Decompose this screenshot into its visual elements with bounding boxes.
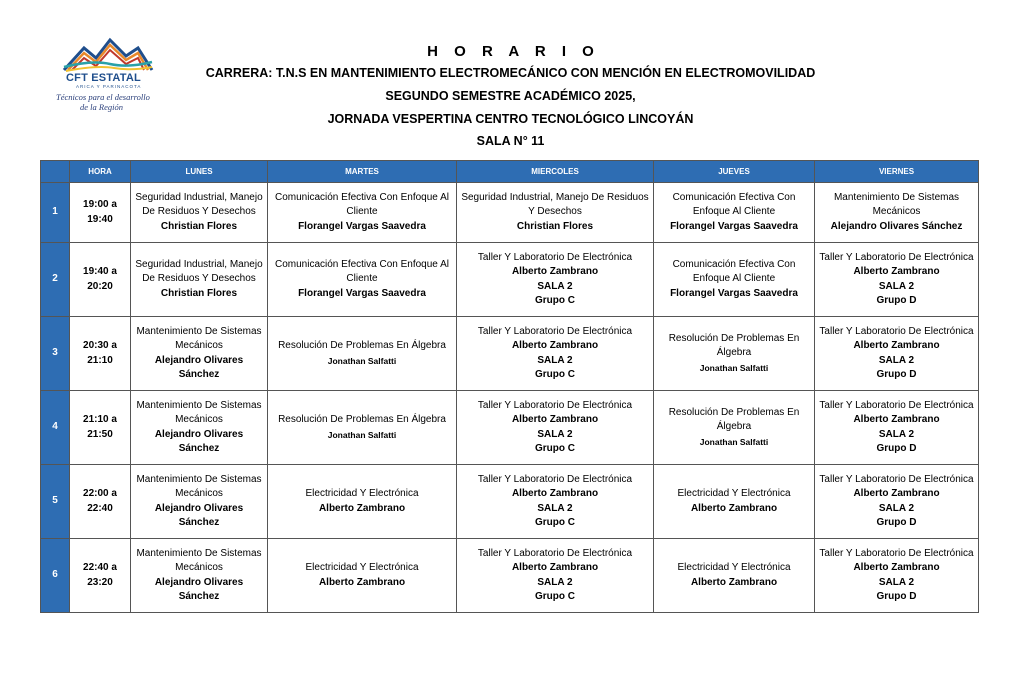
schedule-cell-jueves xyxy=(654,243,815,317)
period-number: 5 xyxy=(41,465,70,539)
subject-name: Taller Y Laboratorio De Electrónica xyxy=(477,251,633,263)
subject-name: Electricidad Y Electrónica xyxy=(677,488,791,499)
period-number: 4 xyxy=(41,391,70,465)
schedule-cell-miercoles xyxy=(457,317,654,391)
teacher-name: Alberto Zambrano xyxy=(690,502,778,514)
logo-tagline-2: de la Región xyxy=(80,102,123,112)
schedule-cell-jueves xyxy=(654,317,815,391)
group-label: Grupo D xyxy=(876,517,917,528)
subject-name: Taller Y Laboratorio De Electrónica xyxy=(477,399,633,411)
teacher-name: Alberto Zambrano xyxy=(853,562,940,573)
subject-name: Taller Y Laboratorio De Electrónica xyxy=(819,473,974,485)
schedule-cell-jueves xyxy=(654,183,815,243)
time-start: 19:00 a xyxy=(83,199,117,210)
schedule-cell-jueves xyxy=(654,391,815,465)
column-header-hora: HORA xyxy=(70,161,131,183)
shift-line: JORNADA VESPERTINA CENTRO TECNOLÓGICO LINCOYÁN xyxy=(327,112,694,126)
subject-name: Mantenimiento De Sistemas Mecánicos xyxy=(136,399,262,425)
schedule-table xyxy=(40,160,979,613)
subject-name: Resolución De Problemas En Álgebra xyxy=(278,340,446,351)
schedule-cell-miercoles xyxy=(457,243,654,317)
time-start: 21:10 a xyxy=(83,414,117,425)
subject-name: Comunicación Efectiva Con Enfoque Al Cliente xyxy=(672,191,796,218)
subject-name: Mantenimiento De Sistemas Mecánicos xyxy=(833,191,960,218)
time-end: 23:20 xyxy=(87,576,113,588)
subject-name: Taller Y Laboratorio De Electrónica xyxy=(819,399,974,411)
subject-name: Seguridad Industrial, Manejo De Residuos Y Desechos xyxy=(135,258,263,285)
subject-name: Resolución De Problemas En Álgebra xyxy=(278,414,446,425)
room-label: SALA 2 xyxy=(878,428,915,440)
room-line: SALA N° 11 xyxy=(476,134,545,148)
room-label: SALA 2 xyxy=(537,428,573,440)
column-header-lunes: LUNES xyxy=(131,161,268,183)
schedule-cell-martes xyxy=(268,391,457,465)
group-label: Grupo C xyxy=(535,443,575,454)
teacher-name: Alberto Zambrano xyxy=(511,488,599,499)
schedule-cell-lunes xyxy=(131,183,268,243)
room-label: SALA 2 xyxy=(878,576,915,588)
column-header-martes: MARTES xyxy=(268,161,457,183)
schedule-cell-martes xyxy=(268,183,457,243)
subject-name: Electricidad Y Electrónica xyxy=(305,562,419,573)
time-start: 22:40 a xyxy=(83,562,117,573)
table-row xyxy=(41,183,979,243)
subject-name: Seguridad Industrial, Manejo De Residuos Y Desechos xyxy=(461,191,649,218)
teacher-name: Alberto Zambrano xyxy=(511,340,599,351)
schedule-cell-viernes xyxy=(815,317,979,391)
room-label: SALA 2 xyxy=(878,354,915,366)
subject-name: Comunicación Efectiva Con Enfoque Al Cliente xyxy=(275,191,449,218)
teacher-name: Christian Flores xyxy=(516,220,594,232)
subject-name: Taller Y Laboratorio De Electrónica xyxy=(477,547,633,559)
schedule-cell-lunes xyxy=(131,465,268,539)
time-end: 19:40 xyxy=(87,213,113,225)
teacher-name: Christian Flores xyxy=(160,287,238,299)
page-title: H O R A R I O xyxy=(427,43,600,60)
career-line: CARRERA: T.N.S EN MANTENIMIENTO ELECTROMECÁNICO CON MENCIÓN EN ELECTROMOVILIDAD xyxy=(205,66,816,80)
schedule-cell-martes xyxy=(268,539,457,613)
teacher-name: Florangel Vargas Saavedra xyxy=(298,287,426,299)
schedule-cell-miercoles xyxy=(457,465,654,539)
schedule-cell-viernes xyxy=(815,243,979,317)
schedule-cell-miercoles xyxy=(457,183,654,243)
period-time xyxy=(70,465,131,539)
group-label: Grupo D xyxy=(876,443,917,454)
room-label: SALA 2 xyxy=(537,576,573,588)
room-label: SALA 2 xyxy=(878,502,915,514)
room-label: SALA 2 xyxy=(537,354,573,366)
teacher-name: Alberto Zambrano xyxy=(853,340,940,351)
group-label: Grupo D xyxy=(876,369,917,380)
teacher-name: Christian Flores xyxy=(160,220,238,232)
teacher-name: Alejandro Olivares Sánchez xyxy=(154,428,244,454)
schedule-cell-viernes xyxy=(815,539,979,613)
teacher-name: Alejandro Olivares Sánchez xyxy=(154,502,244,528)
period-time xyxy=(70,391,131,465)
teacher-name: Alberto Zambrano xyxy=(511,562,599,573)
time-start: 19:40 a xyxy=(83,266,117,277)
subject-name: Comunicación Efectiva Con Enfoque Al Cliente xyxy=(275,258,449,285)
table-row xyxy=(41,243,979,317)
teacher-name: Florangel Vargas Saavedra xyxy=(298,220,426,232)
teacher-name: Alejandro Olivares Sánchez xyxy=(154,354,244,380)
subject-name: Resolución De Problemas En Álgebra xyxy=(668,406,800,433)
subject-name: Taller Y Laboratorio De Electrónica xyxy=(819,547,974,559)
period-number: 6 xyxy=(41,539,70,613)
schedule-cell-lunes xyxy=(131,391,268,465)
subject-name: Mantenimiento De Sistemas Mecánicos xyxy=(136,473,262,499)
logo-brand: CFT ESTATAL xyxy=(66,72,141,84)
logo-tagline-1: Técnicos para el desarrollo xyxy=(56,92,150,102)
teacher-name: Alberto Zambrano xyxy=(511,266,599,277)
group-label: Grupo D xyxy=(876,591,917,602)
time-start: 22:00 a xyxy=(83,488,117,499)
schedule-cell-martes xyxy=(268,465,457,539)
group-label: Grupo C xyxy=(535,517,575,528)
schedule-cell-lunes xyxy=(131,243,268,317)
table-row xyxy=(41,317,979,391)
table-header-row xyxy=(41,161,979,183)
teacher-name: Alberto Zambrano xyxy=(690,576,778,588)
teacher-name: Alberto Zambrano xyxy=(853,266,940,277)
logo-subtitle: ARICA Y PARINACOTA xyxy=(76,84,142,89)
group-label: Grupo C xyxy=(535,369,575,380)
teacher-name: Alejandro Olivares Sánchez xyxy=(154,576,244,602)
table-row xyxy=(41,465,979,539)
period-number: 3 xyxy=(41,317,70,391)
schedule-cell-jueves xyxy=(654,539,815,613)
schedule-cell-miercoles xyxy=(457,391,654,465)
teacher-name: Jonathan Salfatti xyxy=(699,362,769,373)
period-time xyxy=(70,539,131,613)
schedule-body xyxy=(41,183,979,613)
table-row xyxy=(41,391,979,465)
teacher-name: Alberto Zambrano xyxy=(853,488,940,499)
subject-name: Mantenimiento De Sistemas Mecánicos xyxy=(136,325,262,351)
room-label: SALA 2 xyxy=(878,280,915,292)
column-header-num xyxy=(41,161,70,183)
teacher-name: Alberto Zambrano xyxy=(853,414,940,425)
column-header-viernes: VIERNES xyxy=(815,161,979,183)
period-time xyxy=(70,317,131,391)
period-number: 2 xyxy=(41,243,70,317)
teacher-name: Florangel Vargas Saavedra xyxy=(670,287,798,299)
teacher-name: Alberto Zambrano xyxy=(318,502,406,514)
group-label: Grupo C xyxy=(535,591,575,602)
subject-name: Seguridad Industrial, Manejo De Residuos Y Desechos xyxy=(135,191,263,218)
column-header-jueves: JUEVES xyxy=(654,161,815,183)
subject-name: Taller Y Laboratorio De Electrónica xyxy=(819,251,974,263)
schedule-cell-viernes xyxy=(815,465,979,539)
schedule-cell-lunes xyxy=(131,539,268,613)
time-end: 22:40 xyxy=(87,502,113,514)
teacher-name: Florangel Vargas Saavedra xyxy=(670,220,798,232)
group-label: Grupo D xyxy=(876,295,917,306)
teacher-name: Jonathan Salfatti xyxy=(327,355,397,366)
subject-name: Electricidad Y Electrónica xyxy=(305,488,419,499)
subject-name: Mantenimiento De Sistemas Mecánicos xyxy=(136,547,262,573)
subject-name: Comunicación Efectiva Con Enfoque Al Cliente xyxy=(672,258,796,285)
schedule-cell-miercoles xyxy=(457,539,654,613)
teacher-name: Alberto Zambrano xyxy=(318,576,406,588)
schedule-cell-lunes xyxy=(131,317,268,391)
schedule-cell-martes xyxy=(268,317,457,391)
schedule-cell-viernes xyxy=(815,391,979,465)
room-label: SALA 2 xyxy=(537,280,573,292)
schedule-cell-jueves xyxy=(654,465,815,539)
subject-name: Taller Y Laboratorio De Electrónica xyxy=(819,325,974,337)
subject-name: Taller Y Laboratorio De Electrónica xyxy=(477,473,633,485)
room-label: SALA 2 xyxy=(537,502,573,514)
semester-line: SEGUNDO SEMESTRE ACADÉMICO 2025, xyxy=(385,89,636,103)
time-end: 20:20 xyxy=(87,280,113,292)
schedule-cell-viernes xyxy=(815,183,979,243)
period-number: 1 xyxy=(41,183,70,243)
teacher-name: Jonathan Salfatti xyxy=(699,436,769,447)
teacher-name: Alberto Zambrano xyxy=(511,414,599,425)
subject-name: Resolución De Problemas En Álgebra xyxy=(668,332,800,359)
schedule-cell-martes xyxy=(268,243,457,317)
subject-name: Electricidad Y Electrónica xyxy=(677,562,791,573)
table-row xyxy=(41,539,979,613)
period-time xyxy=(70,183,131,243)
time-end: 21:50 xyxy=(87,428,113,440)
subject-name: Taller Y Laboratorio De Electrónica xyxy=(477,325,633,337)
teacher-name: Alejandro Olivares Sánchez xyxy=(830,220,963,232)
teacher-name: Jonathan Salfatti xyxy=(327,429,397,440)
time-end: 21:10 xyxy=(87,354,113,366)
period-time xyxy=(70,243,131,317)
time-start: 20:30 a xyxy=(83,340,117,351)
group-label: Grupo C xyxy=(535,295,575,306)
column-header-miercoles: MIERCOLES xyxy=(457,161,654,183)
